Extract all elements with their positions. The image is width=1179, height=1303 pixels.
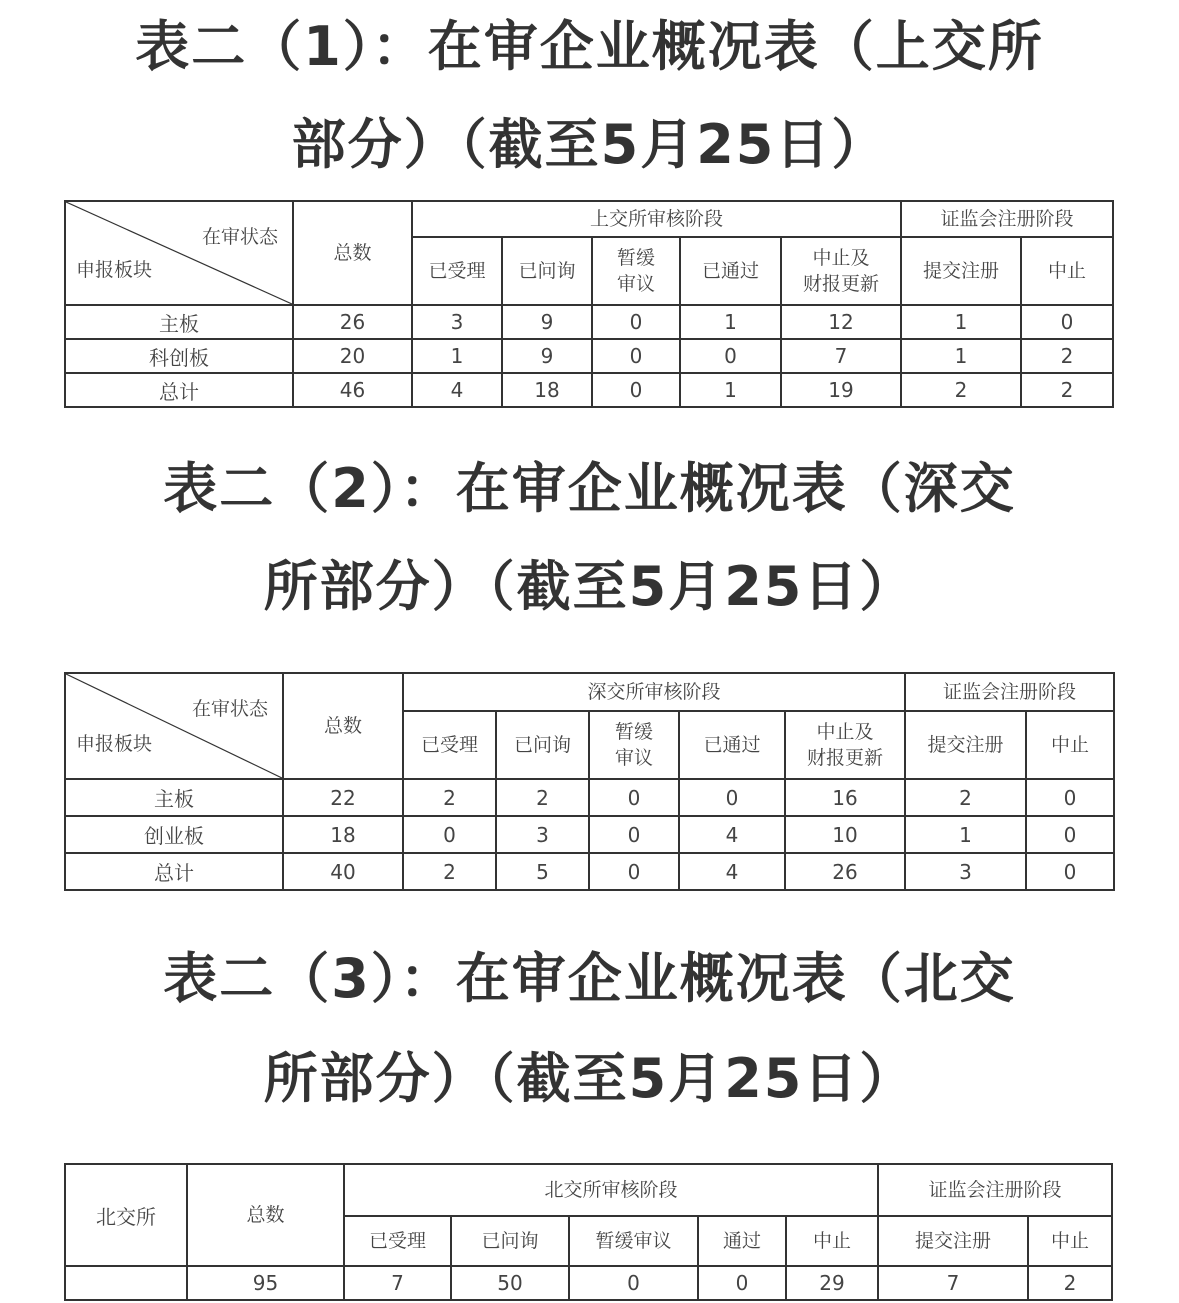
table3-cell: 7 — [344, 1266, 451, 1300]
table1-cell: 12 — [781, 305, 901, 339]
table2-cell: 4 — [679, 853, 785, 890]
table2-body — [65, 779, 1114, 890]
table2-cell: 0 — [589, 853, 679, 890]
table2-cell: 16 — [785, 779, 905, 816]
table2-cell: 0 — [589, 779, 679, 816]
table2-cell: 40 — [283, 853, 403, 890]
table3 — [64, 1163, 1113, 1301]
table2-cell: 5 — [496, 853, 589, 890]
table2-cell: 26 — [785, 853, 905, 890]
table3-sub-header: 已问询 — [451, 1216, 569, 1266]
table1-row-label: 科创板 — [65, 339, 293, 373]
table3-sub-header: 已受理 — [344, 1216, 451, 1266]
table1-sub-header: 已通过 — [680, 237, 781, 305]
table2-cell: 0 — [1026, 779, 1114, 816]
table2-stage1-header: 深交所审核阶段 — [403, 673, 905, 711]
table1-row — [65, 373, 1113, 407]
table3-cell: 95 — [187, 1266, 344, 1300]
diagonal-line — [66, 674, 282, 778]
table1-row-label: 主板 — [65, 305, 293, 339]
table3-cell: 0 — [569, 1266, 698, 1300]
table2-title-line2: 所部分）（截至5月25日） — [263, 555, 916, 618]
table1-sub-header: 中止及 财报更新 — [781, 237, 901, 305]
table2-row — [65, 779, 1114, 816]
table1-corner-bottom: 申报板块 — [76, 259, 153, 281]
table3-cell: 29 — [786, 1266, 878, 1300]
table2-cell: 0 — [403, 816, 496, 853]
table2-cell: 0 — [679, 779, 785, 816]
table3-total-header: 总数 — [187, 1164, 344, 1266]
table1-cell: 46 — [293, 373, 412, 407]
table1-corner-top: 在审状态 — [201, 226, 278, 248]
table2-cell: 2 — [403, 779, 496, 816]
table1-corner-header — [65, 201, 293, 305]
table2-corner-header — [65, 673, 283, 779]
table1-cell: 26 — [293, 305, 412, 339]
table2-sub-header: 暂缓 审议 — [589, 711, 679, 779]
table2-stage2-header: 证监会注册阶段 — [905, 673, 1114, 711]
table2-cell: 10 — [785, 816, 905, 853]
table3-cell: 50 — [451, 1266, 569, 1300]
table1-cell: 1 — [901, 305, 1021, 339]
table1 — [64, 200, 1114, 408]
table3-title-line2: 所部分）（截至5月25日） — [263, 1047, 916, 1110]
table2-cell: 3 — [496, 816, 589, 853]
table1-stage2-header: 证监会注册阶段 — [901, 201, 1113, 237]
table1-cell: 7 — [781, 339, 901, 373]
table1-cell: 0 — [592, 339, 680, 373]
table2-cell: 2 — [403, 853, 496, 890]
table1-row — [65, 339, 1113, 373]
table1-sub-header: 提交注册 — [901, 237, 1021, 305]
table2-cell: 18 — [283, 816, 403, 853]
table1-cell: 19 — [781, 373, 901, 407]
table1-stage1-header: 上交所审核阶段 — [412, 201, 901, 237]
table3-empty-cell — [65, 1266, 187, 1300]
table2-total-header: 总数 — [283, 673, 403, 779]
table1-cell: 1 — [901, 339, 1021, 373]
table2-sub-header: 已问询 — [496, 711, 589, 779]
table2-row — [65, 816, 1114, 853]
table2-cell: 4 — [679, 816, 785, 853]
table3-cell: 2 — [1028, 1266, 1112, 1300]
table2-corner-bottom: 申报板块 — [76, 733, 153, 755]
table3-sub-header: 暂缓审议 — [569, 1216, 698, 1266]
table3-row-label: 北交所 — [65, 1164, 187, 1266]
table1-row-label: 总计 — [65, 373, 293, 407]
table1-title-line2: 部分）（截至5月25日） — [291, 113, 888, 176]
table2-cell: 3 — [905, 853, 1026, 890]
table1-cell: 9 — [502, 339, 592, 373]
table1-cell: 4 — [412, 373, 502, 407]
table2-row-label: 创业板 — [65, 816, 283, 853]
table1-sub-header: 中止 — [1021, 237, 1113, 305]
table2-cell: 22 — [283, 779, 403, 816]
table2-sub-header: 提交注册 — [905, 711, 1026, 779]
table2-row-label: 主板 — [65, 779, 283, 816]
table2-sub-header: 中止及 财报更新 — [785, 711, 905, 779]
table2-cell: 0 — [589, 816, 679, 853]
table1-sub-header: 已受理 — [412, 237, 502, 305]
table3-data-row — [65, 1266, 1112, 1300]
table3-cell: 0 — [698, 1266, 786, 1300]
table3-stage1-header: 北交所审核阶段 — [344, 1164, 878, 1216]
table2-cell: 0 — [1026, 816, 1114, 853]
table2-cell: 0 — [1026, 853, 1114, 890]
table2-corner-top: 在审状态 — [191, 698, 268, 720]
table1-sub-header: 暂缓 审议 — [592, 237, 680, 305]
table1-cell: 2 — [1021, 373, 1113, 407]
table3-sub-header: 中止 — [786, 1216, 878, 1266]
table1-cell: 20 — [293, 339, 412, 373]
table3-sub-header: 提交注册 — [878, 1216, 1028, 1266]
table2-sub-header: 已通过 — [679, 711, 785, 779]
table2-row — [65, 853, 1114, 890]
table2-sub-header: 中止 — [1026, 711, 1114, 779]
table1-cell: 1 — [412, 339, 502, 373]
table1-total-header: 总数 — [293, 201, 412, 305]
table1-cell: 18 — [502, 373, 592, 407]
table2-cell: 2 — [905, 779, 1026, 816]
table3-sub-header: 通过 — [698, 1216, 786, 1266]
table1-cell: 2 — [1021, 339, 1113, 373]
table1-title-line1: 表二（1）：在审企业概况表（上交所 — [135, 15, 1044, 78]
diagonal-line — [66, 202, 292, 304]
table1-sub-header: 已问询 — [502, 237, 592, 305]
table1-cell: 0 — [680, 339, 781, 373]
table1-cell: 0 — [592, 373, 680, 407]
table1-cell: 2 — [901, 373, 1021, 407]
table3-cell: 7 — [878, 1266, 1028, 1300]
table1-cell: 3 — [412, 305, 502, 339]
table1-cell: 0 — [1021, 305, 1113, 339]
table2 — [64, 672, 1115, 891]
table3-title-line1: 表二（3）：在审企业概况表（北交 — [163, 947, 1016, 1010]
table2-cell: 1 — [905, 816, 1026, 853]
table1-cell: 1 — [680, 373, 781, 407]
table1-body — [65, 305, 1113, 407]
table2-row-label: 总计 — [65, 853, 283, 890]
table2-cell: 2 — [496, 779, 589, 816]
table3-stage2-header: 证监会注册阶段 — [878, 1164, 1112, 1216]
table1-cell: 9 — [502, 305, 592, 339]
table1-row — [65, 305, 1113, 339]
table3-sub-header: 中止 — [1028, 1216, 1112, 1266]
table2-title-line1: 表二（2）：在审企业概况表（深交 — [163, 457, 1016, 520]
table1-cell: 1 — [680, 305, 781, 339]
table1-cell: 0 — [592, 305, 680, 339]
table2-sub-header: 已受理 — [403, 711, 496, 779]
